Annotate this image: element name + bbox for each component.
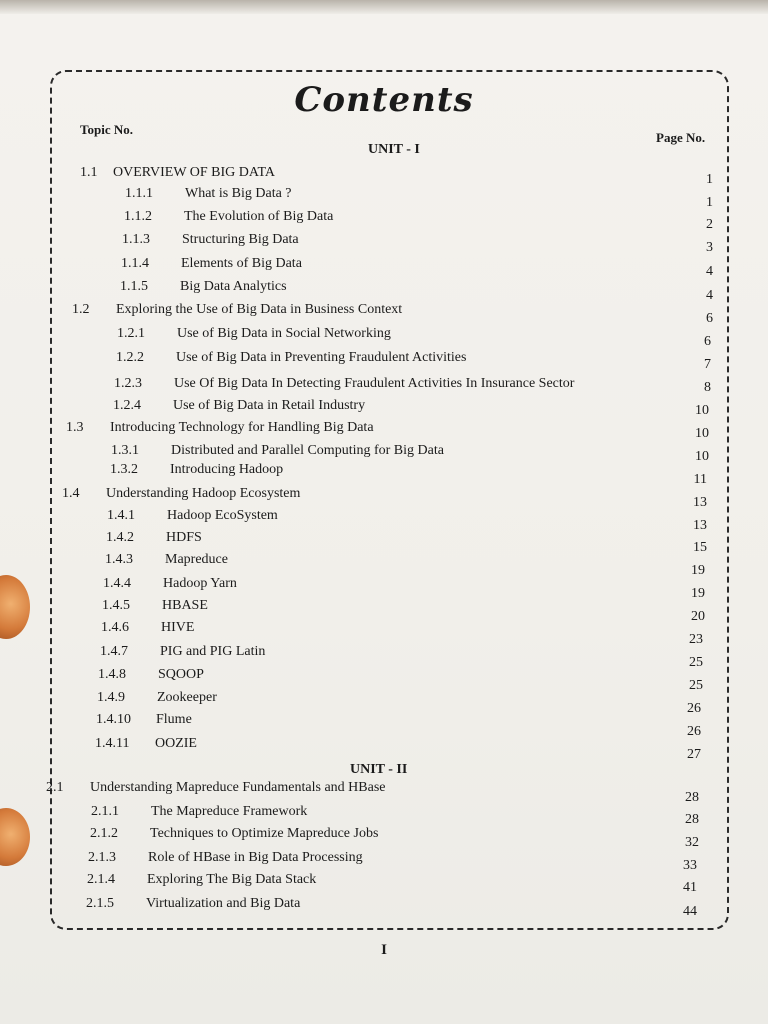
toc-entry-title: OVERVIEW OF BIG DATA [113, 165, 275, 180]
toc-entry-page: 4 [706, 288, 713, 303]
toc-entry-title: The Mapreduce Framework [151, 804, 308, 819]
toc-entry-title: HDFS [166, 530, 202, 545]
toc-entry-title: Role of HBase in Big Data Processing [148, 850, 363, 865]
toc-entry-title: Exploring The Big Data Stack [147, 872, 317, 887]
toc-entry-page: 4 [706, 264, 713, 279]
toc-entry-page: 7 [704, 357, 711, 372]
toc-entry-title: Exploring the Use of Big Data in Business Context [116, 302, 403, 317]
toc-entry-page: 26 [687, 724, 701, 739]
toc-entry-page: 13 [693, 495, 707, 510]
toc-entry-number: 1.2.2 [116, 350, 144, 365]
toc-entry-title: HIVE [161, 620, 195, 635]
toc-entry-page: 20 [691, 609, 705, 624]
toc-entry-page: 44 [683, 904, 697, 919]
toc-entry-page: 27 [687, 747, 701, 762]
toc-entry-number: 1.4.11 [95, 736, 130, 751]
toc-entry-title: Mapreduce [165, 552, 228, 567]
toc-entry-title: Introducing Technology for Handling Big Data [110, 420, 374, 435]
toc-entry-number: 2.1.5 [86, 896, 114, 911]
toc-entry-number: 1.3 [66, 420, 84, 435]
toc-entry-title: Hadoop EcoSystem [167, 508, 278, 523]
unit-2-heading: UNIT - II [350, 762, 408, 777]
toc-entry-number: 1.2.1 [117, 326, 145, 341]
toc-entry-number: 2.1.3 [88, 850, 116, 865]
toc-entry-title: Use of Big Data in Social Networking [177, 326, 391, 341]
toc-entry-page: 2 [706, 217, 713, 232]
toc-entry-number: 2.1 [46, 780, 64, 795]
toc-entry-title: Use Of Big Data In Detecting Fraudulent Activities In Insurance Sector [174, 376, 575, 391]
toc-entry-page: 1 [706, 172, 713, 187]
thumb-finger [0, 808, 30, 866]
toc-entry-title: Understanding Hadoop Ecosystem [106, 486, 301, 501]
toc-entry-number: 2.1.4 [87, 872, 115, 887]
contents-title: Contents [294, 80, 474, 120]
toc-entry-title: Understanding Mapreduce Fundamentals and HBase [90, 780, 386, 795]
toc-entry-number: 1.2.3 [114, 376, 142, 391]
toc-entry-title: Use of Big Data in Preventing Fraudulent Activities [176, 350, 467, 365]
toc-entry-number: 1.2.4 [113, 398, 141, 413]
toc-entry-number: 1.4.2 [106, 530, 134, 545]
toc-entry-page: 3 [706, 240, 713, 255]
toc-entry-page: 19 [691, 586, 705, 601]
toc-entry-number: 1.4.8 [98, 667, 126, 682]
toc-entry-number: 1.2 [72, 302, 90, 317]
toc-entry-title: Structuring Big Data [182, 232, 299, 247]
toc-entry-page: 28 [685, 812, 699, 827]
toc-entry-page: 6 [706, 311, 713, 326]
toc-entry-number: 1.1.4 [121, 256, 149, 271]
toc-entry-title: Big Data Analytics [180, 279, 287, 294]
toc-entry-title: Flume [156, 712, 192, 727]
toc-entry-page: 28 [685, 790, 699, 805]
toc-entry-number: 1.4.10 [96, 712, 131, 727]
toc-entry-page: 33 [683, 858, 697, 873]
toc-entry-number: 1.1.3 [122, 232, 150, 247]
toc-entry-page: 10 [695, 449, 709, 464]
toc-entry-number: 1.4.4 [103, 576, 131, 591]
toc-entry-page: 25 [689, 655, 703, 670]
page-top-shadow [0, 0, 768, 14]
toc-entry-title: Distributed and Parallel Computing for Big Data [171, 443, 444, 458]
toc-entry-number: 1.1.2 [124, 209, 152, 224]
thumb-finger [0, 575, 30, 639]
toc-entry-title: The Evolution of Big Data [184, 209, 334, 224]
toc-entry-page: 10 [695, 403, 709, 418]
toc-entry-number: 1.4 [62, 486, 80, 501]
toc-entry-page: 11 [693, 472, 707, 487]
toc-entry-title: Hadoop Yarn [163, 576, 237, 591]
toc-entry-page: 25 [689, 678, 703, 693]
unit-1-heading: UNIT - I [368, 142, 420, 157]
toc-entry-title: Introducing Hadoop [170, 462, 284, 477]
toc-entry-title: SQOOP [158, 667, 204, 682]
toc-entry-number: 1.4.7 [100, 644, 128, 659]
toc-entry-number: 1.4.3 [105, 552, 133, 567]
toc-entry-title: Use of Big Data in Retail Industry [173, 398, 366, 413]
toc-entry-page: 41 [683, 880, 697, 895]
page-no-header: Page No. [656, 130, 706, 145]
toc-entry-title: OOZIE [155, 736, 197, 751]
toc-entry-title: Virtualization and Big Data [146, 896, 301, 911]
toc-entry-page: 13 [693, 518, 707, 533]
toc-entry-page: 26 [687, 701, 701, 716]
toc-entry-page: 1 [706, 195, 713, 210]
toc-entry-number: 1.4.6 [101, 620, 129, 635]
toc-entry-number: 1.3.1 [111, 443, 139, 458]
toc-entry-number: 2.1.2 [90, 826, 118, 841]
toc-entry-page: 15 [693, 540, 707, 555]
toc-entry-number: 1.4.1 [107, 508, 135, 523]
toc-entry-number: 1.1.1 [125, 186, 153, 201]
toc-entry-page: 32 [685, 835, 699, 850]
toc-entry-page: 10 [695, 426, 709, 441]
toc-entry-number: 2.1.1 [91, 804, 119, 819]
toc-entry-number: 1.1.5 [120, 279, 148, 294]
toc-entry-number: 1.3.2 [110, 462, 138, 477]
toc-entry-title: Elements of Big Data [181, 256, 302, 271]
toc-entry-title: Techniques to Optimize Mapreduce Jobs [150, 826, 379, 841]
topic-no-header: Topic No. [80, 122, 133, 137]
toc-entry-page: 19 [691, 563, 705, 578]
toc-entry-title: What is Big Data ? [185, 186, 292, 201]
toc-entry-number: 1.4.5 [102, 598, 130, 613]
toc-entry-page: 6 [704, 334, 711, 349]
toc-entry-title: Zookeeper [157, 690, 217, 705]
toc-entry-number: 1.4.9 [97, 690, 125, 705]
page-folio: I [381, 942, 387, 958]
toc-entry-page: 23 [689, 632, 703, 647]
toc-entry-number: 1.1 [80, 165, 98, 180]
toc-entry-title: PIG and PIG Latin [160, 644, 266, 659]
toc-entry-title: HBASE [162, 598, 208, 613]
toc-entry-page: 8 [704, 380, 711, 395]
